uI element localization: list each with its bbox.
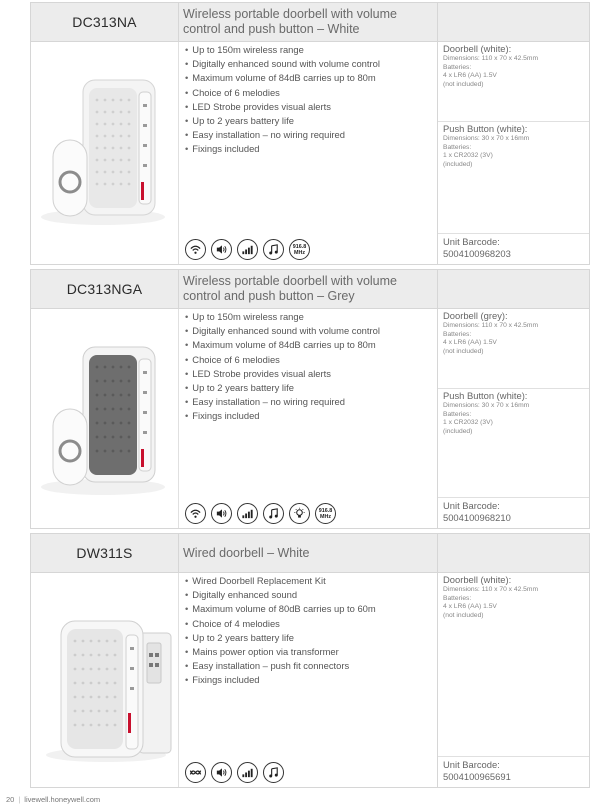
spec-block: Doorbell (white): Dimensions: 110 x 70 x 42.5mm Batteries: 4 x LR6 (AA) 1.5V (not included) <box>438 573 589 757</box>
list-item: • Digitally enhanced sound <box>185 588 437 602</box>
list-item: • Fixings included <box>185 142 437 156</box>
list-item: • Digitally enhanced sound with volume control <box>185 57 437 71</box>
list-item: • Up to 150m wireless range <box>185 43 437 57</box>
product-title: Wireless portable doorbell with volume control and push button – Grey <box>183 274 397 303</box>
list-item: • Maximum volume of 84dB carries up to 80m <box>185 71 437 85</box>
feature-icons <box>179 239 437 264</box>
spec-panel <box>437 309 589 528</box>
spec-panel <box>437 42 589 264</box>
unit-barcode: Unit Barcode: 5004100968203 <box>443 236 511 259</box>
feature-list <box>179 309 437 424</box>
feature-list <box>179 573 437 688</box>
product-card <box>30 2 590 265</box>
sound-level-icon <box>237 762 258 783</box>
list-item: • Mains power option via transformer <box>185 645 437 659</box>
feature-icons <box>179 762 437 787</box>
spec-block: Push Button (white): Dimensions: 30 x 70 x 16mm Batteries: 1 x CR2032 (3V) (included) <box>438 389 589 498</box>
list-item: • Choice of 4 melodies <box>185 617 437 631</box>
list-item: • LED Strobe provides visual alerts <box>185 100 437 114</box>
melodies-icon <box>263 503 284 524</box>
melodies-icon <box>263 239 284 260</box>
frequency-icon: 916.8 MHz <box>315 503 336 524</box>
list-item: • Up to 2 years battery life <box>185 381 437 395</box>
product-code: DC313NGA <box>31 270 179 308</box>
product-header <box>31 3 589 42</box>
product-card <box>30 533 590 788</box>
list-item: • Easy installation – no wiring required <box>185 128 437 142</box>
spec-block: Doorbell (grey): Dimensions: 110 x 70 x 42.5mm Batteries: 4 x LR6 (AA) 1.5V (not included) <box>438 309 589 389</box>
product-title: Wired doorbell – White <box>183 545 310 560</box>
page-footer: 20 | livewell.honeywell.com <box>6 795 101 804</box>
list-item: • Fixings included <box>185 673 437 687</box>
feature-icons <box>179 503 437 528</box>
list-item: • Choice of 6 melodies <box>185 353 437 367</box>
product-image <box>31 42 179 264</box>
unit-barcode: Unit Barcode: 5004100965691 <box>443 759 511 782</box>
led-strobe-icon <box>289 503 310 524</box>
wireless-range-icon <box>185 239 206 260</box>
product-code: DW311S <box>31 534 179 572</box>
page-number: 20 <box>6 795 15 804</box>
melodies-icon <box>263 762 284 783</box>
list-item: • Choice of 6 melodies <box>185 86 437 100</box>
list-item: • Digitally enhanced sound with volume control <box>185 324 437 338</box>
list-item: • Up to 150m wireless range <box>185 310 437 324</box>
list-item: • Easy installation – no wiring required <box>185 395 437 409</box>
sound-level-icon <box>237 239 258 260</box>
wired-icon <box>185 762 206 783</box>
spec-block: Doorbell (white): Dimensions: 110 x 70 x 42.5mm Batteries: 4 x LR6 (AA) 1.5V (not included) <box>438 42 589 122</box>
list-item: • Fixings included <box>185 409 437 423</box>
product-code: DC313NA <box>31 3 179 41</box>
volume-icon <box>211 762 232 783</box>
feature-list <box>179 42 437 157</box>
website-link[interactable]: livewell.honeywell.com <box>24 795 101 804</box>
product-image <box>31 573 179 787</box>
volume-icon <box>211 503 232 524</box>
unit-barcode: Unit Barcode: 5004100968210 <box>443 500 511 523</box>
frequency-icon: 916.8 MHz <box>289 239 310 260</box>
product-image <box>31 309 179 528</box>
list-item: • Maximum volume of 80dB carries up to 60m <box>185 602 437 616</box>
sound-level-icon <box>237 503 258 524</box>
list-item: • Easy installation – push fit connectors <box>185 659 437 673</box>
list-item: • LED Strobe provides visual alerts <box>185 367 437 381</box>
list-item: • Up to 2 years battery life <box>185 114 437 128</box>
volume-icon <box>211 239 232 260</box>
product-card <box>30 269 590 529</box>
product-title: Wireless portable doorbell with volume control and push button – White <box>183 7 397 36</box>
spec-panel <box>437 573 589 787</box>
spec-block: Push Button (white): Dimensions: 30 x 70 x 16mm Batteries: 1 x CR2032 (3V) (included) <box>438 122 589 234</box>
list-item: • Maximum volume of 84dB carries up to 80m <box>185 338 437 352</box>
wireless-range-icon <box>185 503 206 524</box>
list-item: • Up to 2 years battery life <box>185 631 437 645</box>
list-item: • Wired Doorbell Replacement Kit <box>185 574 437 588</box>
product-header <box>31 534 589 573</box>
product-header <box>31 270 589 309</box>
